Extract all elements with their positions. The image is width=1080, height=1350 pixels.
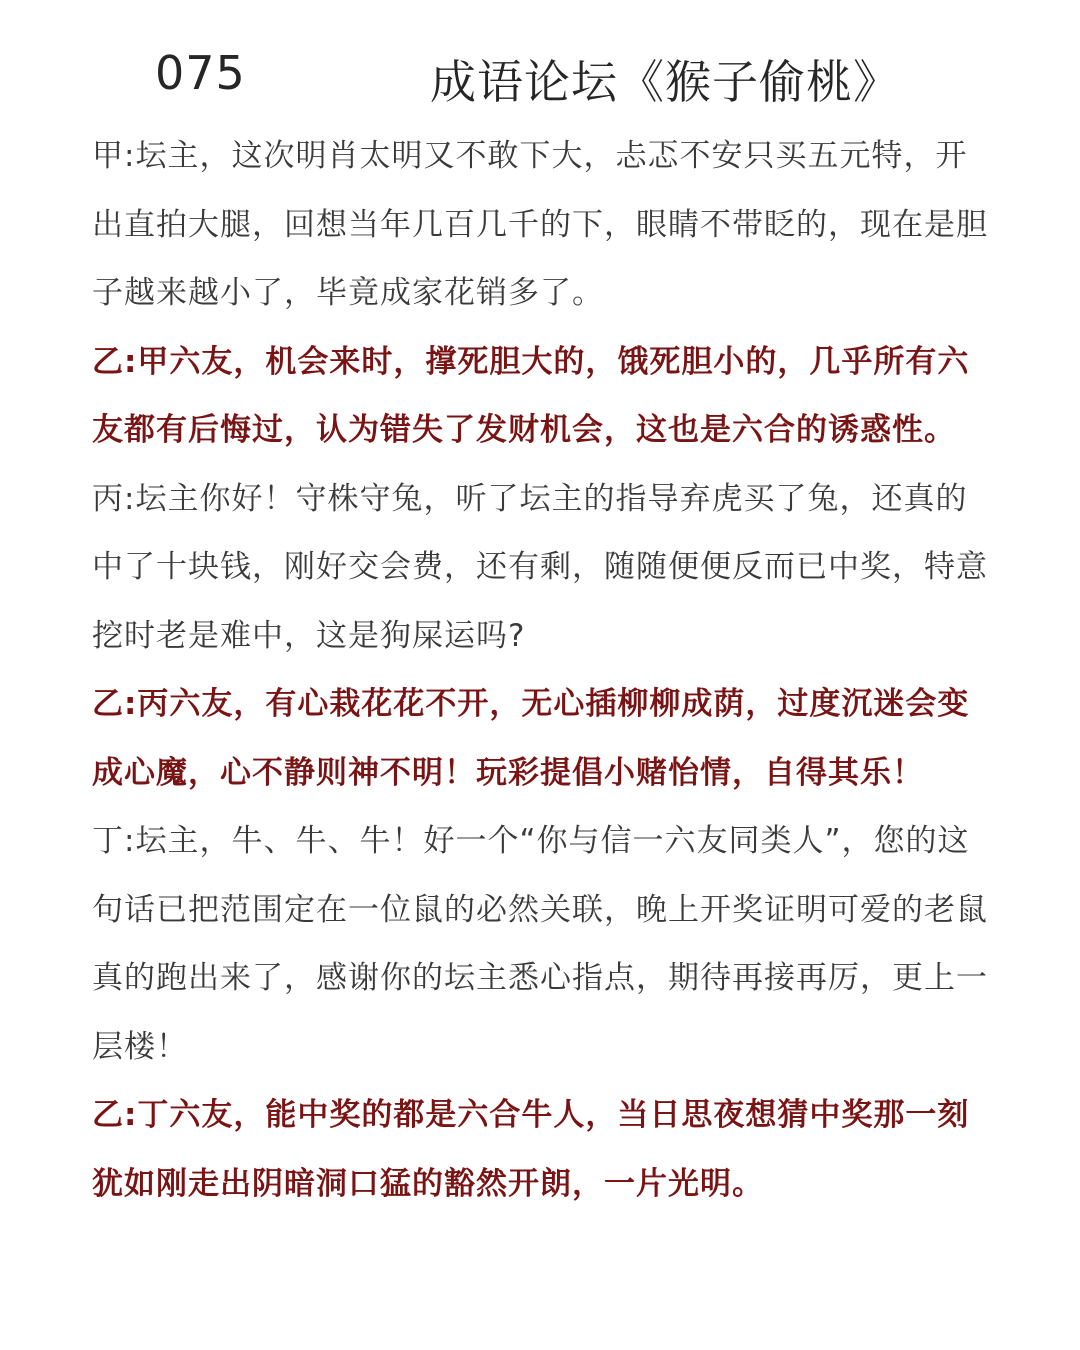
dialogue-content (92, 122, 992, 1218)
issue-number: 075 (155, 46, 246, 100)
question-paragraph-jia: 甲:坛主，这次明肖太明又不敢下大，忐忑不安只买五元特，开出直拍大腿，回想当年几百几千的下，眼睛不带眨的，现在是胆子越来越小了，毕竟成家花销多了。 (92, 138, 988, 311)
answer-paragraph-bing: 乙:丙六友，有心栽花花不开，无心插柳柳成荫，过度沉迷会变成心魔，心不静则神不明！玩彩提倡小赌怡情，自得其乐！ (92, 686, 970, 791)
answer-paragraph-ding: 乙:丁六友，能中奖的都是六合牛人，当日思夜想猜中奖那一刻犹如刚走出阴暗洞口猛的豁然开朗，一片光明。 (92, 1097, 970, 1202)
document-title: 成语论坛《猴子偷桃》 (430, 55, 900, 109)
question-paragraph-bing: 丙:坛主你好！守株守兔，听了坛主的指导弃虎买了兔，还真的中了十块钱，刚好交会费，还有剩，随随便便反而已中奖，特意挖时老是难中，这是狗屎运吗? (92, 480, 988, 654)
question-paragraph-ding: 丁:坛主，牛、牛、牛！好一个“你与信一六友同类人”，您的这句话已把范围定在一位鼠的必然关联，晚上开奖证明可爱的老鼠真的跑出来了，感谢你的坛主悉心指点，期待再接再厉，更上一层楼！ (92, 823, 988, 1065)
answer-paragraph-jia: 乙:甲六友，机会来时，撑死胆大的，饿死胆小的，几乎所有六友都有后悔过，认为错失了发财机会，这也是六合的诱惑性。 (92, 343, 970, 448)
document-header (0, 40, 1080, 110)
